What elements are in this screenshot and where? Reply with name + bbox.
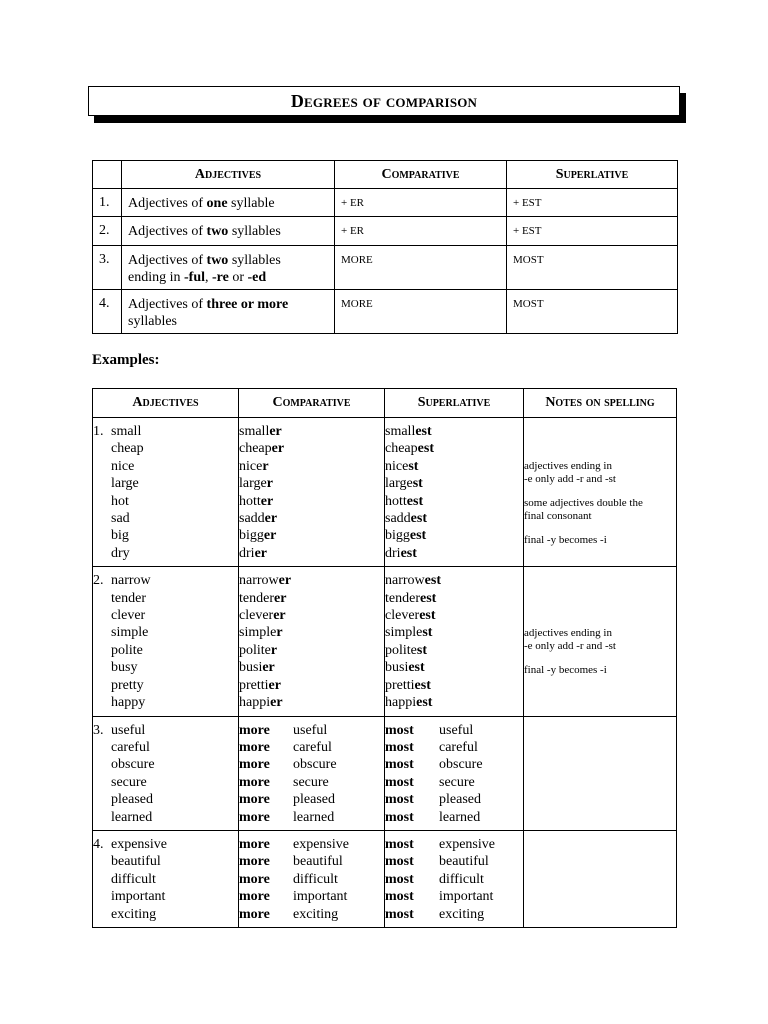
example-comparative-form: busier [239,660,275,676]
example-adjective-word: learned [111,809,153,825]
example-comparative-form: more pleased [239,792,335,808]
example-adjective-word: happy [111,695,146,711]
example-comparative-form: larger [239,476,273,492]
example-adjective [93,756,238,773]
note-spacer [524,423,676,460]
example-group-number: 4. [93,836,104,852]
example-superlative-cell [385,716,524,830]
examples-table [92,388,677,928]
example-adjective-word: clever [111,608,146,624]
example-adjective-word: busy [111,660,138,676]
example-notes-cell [524,567,677,716]
example-group-row [93,567,677,716]
rule-superlative: + EST [507,189,678,217]
rule-superlative: MOST [507,246,678,290]
example-superlative-form: cleverest [385,608,436,624]
example-group-row [93,830,677,927]
spelling-note: final -y becomes -i [524,534,607,546]
example-superlative-cell [385,567,524,716]
example-superlative-form: hottest [385,493,424,509]
rules-header-superlative: Superlative [507,161,678,189]
example-adjective [93,722,238,739]
example-adjective-word: useful [111,722,146,738]
example-adjective [93,906,238,923]
example-adjective-word: tender [111,590,146,606]
rule-superlative: MOST [507,290,678,334]
example-adjective-word: cheap [111,441,144,457]
example-superlative-form: cheapest [385,441,434,457]
example-comparative-form: smaller [239,424,282,439]
spelling-note: final consonant [524,510,592,522]
title-box [88,86,680,116]
example-comparative-form: prettier [239,677,281,693]
example-superlative-form: largest [385,476,423,492]
spelling-note: -e only add -r and -st [524,640,616,653]
example-adjective [93,774,238,791]
example-adjective [93,871,238,888]
example-comparative-form: more useful [239,722,328,738]
example-adjective [93,607,238,624]
example-adjective-word: sad [111,511,130,527]
example-adjective [93,527,238,544]
example-superlative-form: driest [385,545,417,561]
example-adjective [93,572,238,589]
examples-header-row [93,389,677,418]
example-superlative-cell [385,418,524,567]
rule-number: 4. [93,290,122,334]
spelling-note: adjectives ending in [524,627,612,640]
rules-header-num [93,161,122,189]
rules-header-row [93,161,678,189]
example-superlative-form: most obscure [385,757,483,773]
example-adjective [93,624,238,641]
rule-number: 3. [93,246,122,290]
example-adjective-word: narrow [111,573,151,589]
example-comparative-form: more learned [239,809,335,825]
example-superlative-form: politest [385,642,428,658]
example-adjective [93,739,238,756]
example-adjectives-cell [93,716,239,830]
rules-row [93,246,678,290]
example-adjective [93,659,238,676]
rule-comparative: MORE [335,246,507,290]
example-comparative-form: more secure [239,774,329,790]
examples-header-comparative: Comparative [239,389,385,418]
example-adjective [93,791,238,808]
example-adjective [93,677,238,694]
note-spacer [524,572,676,627]
example-superlative-form: simplest [385,625,433,641]
example-adjective-word: pleased [111,792,153,808]
rule-superlative: + EST [507,217,678,246]
note-gap [524,486,676,497]
example-superlative-form: prettiest [385,677,431,693]
example-notes-cell [524,716,677,830]
example-superlative-form: saddest [385,511,427,527]
example-adjectives-cell [93,567,239,716]
examples-header-superlative: Superlative [385,389,524,418]
example-group-number: 3. [93,722,104,738]
example-superlative-form: most expensive [385,836,495,852]
note-gap [524,653,676,664]
example-adjective [93,545,238,562]
example-adjective [93,836,238,853]
example-adjective-word: nice [111,458,135,474]
example-superlative-form: narrowest [385,573,441,589]
example-superlative-form: most secure [385,774,475,790]
rule-comparative: MORE [335,290,507,334]
example-adjective [93,475,238,492]
example-superlative-form: nicest [385,458,419,474]
example-superlative-form: most exciting [385,906,485,922]
rules-row [93,217,678,246]
examples-header-adjectives: Adjectives [93,389,239,418]
example-adjective [93,458,238,475]
example-adjective [93,853,238,870]
example-comparative-form: nicer [239,458,269,474]
rules-header-comparative: Comparative [335,161,507,189]
example-adjective-word: polite [111,642,143,658]
rules-table [92,160,678,334]
example-superlative-form: happiest [385,695,433,711]
example-comparative-form: happier [239,695,283,711]
example-comparative-form: more beautiful [239,854,343,870]
rule-description: Adjectives of two syllables ending in -ful, -re or -ed [122,246,335,290]
rule-number: 2. [93,217,122,246]
example-adjective-word: beautiful [111,854,161,870]
example-comparative-form: more important [239,889,348,905]
examples-label: Examples: [92,352,160,368]
example-superlative-form: busiest [385,660,425,676]
example-comparative-cell [239,418,385,567]
example-adjective-word: obscure [111,757,155,773]
example-adjective [93,493,238,510]
spelling-note: -e only add -r and -st [524,473,616,485]
example-adjective-word: pretty [111,677,144,693]
note-gap [524,523,676,534]
example-notes-cell [524,830,677,927]
example-adjective-word: simple [111,625,149,641]
spelling-note: adjectives ending in [524,460,612,472]
example-comparative-form: narrower [239,573,292,589]
page-title: Degrees of comparison [290,90,478,111]
example-adjective [93,510,238,527]
example-superlative-form: most useful [385,722,474,738]
rule-number: 1. [93,189,122,217]
example-comparative-form: more difficult [239,871,338,887]
spelling-note: final -y becomes -i [524,664,607,677]
example-superlative-form: most careful [385,739,478,755]
example-adjective-word: expensive [111,836,167,852]
example-superlative-cell [385,830,524,927]
example-comparative-form: hotter [239,493,274,509]
example-group-row [93,418,677,567]
example-comparative-form: more careful [239,739,332,755]
example-adjective-word: important [111,889,166,905]
example-comparative-form: more obscure [239,757,337,773]
example-adjective-word: secure [111,774,147,790]
example-adjectives-cell [93,418,239,567]
example-adjective [93,694,238,711]
example-superlative-form: most important [385,889,494,905]
rule-description: Adjectives of three or more syllables [122,290,335,334]
rule-description: Adjectives of one syllable [122,189,335,217]
example-superlative-form: tenderest [385,590,437,606]
example-adjective [93,809,238,826]
example-adjective [93,423,238,440]
example-superlative-form: biggest [385,528,427,544]
rules-row [93,189,678,217]
rule-comparative: + ER [335,189,507,217]
example-comparative-form: bigger [239,528,277,544]
rules-row [93,290,678,334]
example-comparative-form: cleverer [239,608,286,624]
spelling-note: some adjectives double the [524,497,643,509]
example-superlative-form: most pleased [385,792,481,808]
example-adjectives-cell [93,830,239,927]
example-superlative-form: most difficult [385,871,484,887]
example-comparative-form: sadder [239,511,278,527]
rule-comparative: + ER [335,217,507,246]
example-adjective-word: big [111,528,129,544]
example-adjective-word: careful [111,739,150,755]
example-comparative-form: cheaper [239,441,285,457]
example-superlative-form: smallest [385,424,432,439]
example-comparative-form: simpler [239,625,283,641]
example-adjective-word: difficult [111,871,156,887]
example-group-number: 2. [93,573,104,589]
example-adjective-word: hot [111,493,129,509]
example-adjective [93,590,238,607]
example-comparative-cell [239,567,385,716]
example-adjective-word: dry [111,545,130,561]
example-adjective [93,888,238,905]
example-superlative-form: most beautiful [385,854,489,870]
example-comparative-form: more expensive [239,836,349,852]
example-comparative-form: drier [239,545,267,561]
example-adjective-word: exciting [111,906,157,922]
example-group-number: 1. [93,424,104,439]
example-comparative-cell [239,716,385,830]
example-adjective [93,642,238,659]
example-adjective-word: small [111,424,142,439]
example-comparative-form: tenderer [239,590,287,606]
rule-description: Adjectives of two syllables [122,217,335,246]
example-superlative-form: most learned [385,809,481,825]
example-comparative-form: politer [239,642,278,658]
example-group-row [93,716,677,830]
example-adjective [93,440,238,457]
example-comparative-form: more exciting [239,906,339,922]
example-adjective-word: large [111,476,139,492]
rules-header-adjectives: Adjectives [122,161,335,189]
examples-header-notes: Notes on spelling [524,389,677,418]
example-comparative-cell [239,830,385,927]
example-notes-cell [524,418,677,567]
